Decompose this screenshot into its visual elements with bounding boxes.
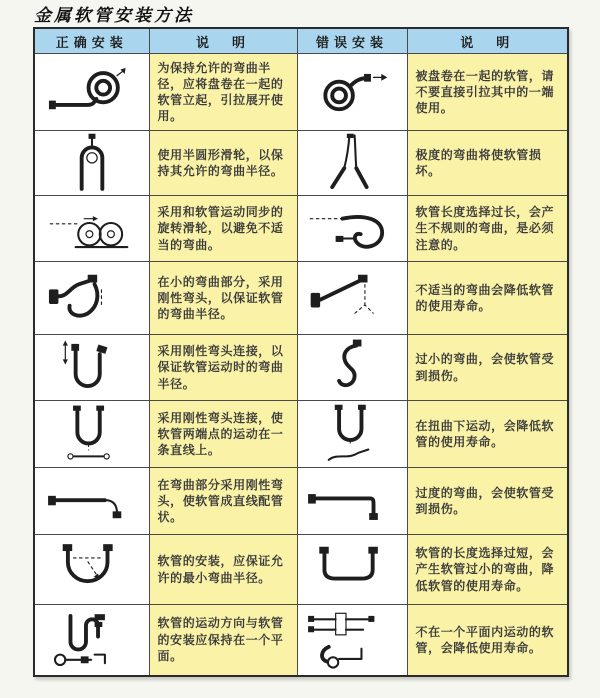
wrong-illustration-cell xyxy=(297,605,407,676)
min-bend-radius-icon xyxy=(44,539,140,601)
correct-description: 为保持允许的弯曲半径，应将盘卷在一起的软管立起，引拉展开使用。 xyxy=(149,54,297,131)
header-correct-install: 正确安装 xyxy=(34,28,149,54)
header-wrong-description: 说 明 xyxy=(407,28,568,54)
correct-illustration-cell xyxy=(34,262,149,335)
semicircular-pulley-icon xyxy=(44,132,140,194)
too-short-hose-icon xyxy=(304,539,400,601)
wrong-description: 被盘卷在一起的软管，请不要直接引拉其中的一端使用。 xyxy=(407,54,568,131)
wrong-illustration-cell xyxy=(297,54,407,131)
synchronized-rotating-pulleys-icon xyxy=(44,198,140,260)
wrong-description: 在扭曲下运动，会降低软管的使用寿命。 xyxy=(407,401,568,468)
wrong-illustration-cell xyxy=(297,196,407,262)
correct-description: 采用和软管运动同步的旋转滑轮，以避免不适当的弯曲。 xyxy=(149,196,297,262)
correct-description: 软管的安装，应保证允许的最小弯曲半径。 xyxy=(149,535,297,605)
out-of-plane-motion-icon xyxy=(304,609,400,671)
header-correct-description: 说 明 xyxy=(149,28,297,54)
table-row xyxy=(34,335,568,401)
correct-illustration-cell xyxy=(34,468,149,535)
correct-illustration-cell xyxy=(34,196,149,262)
correct-illustration-cell xyxy=(34,605,149,676)
wrong-description: 不适当的弯曲会降低软管的使用寿命。 xyxy=(407,262,568,335)
wrong-illustration-cell xyxy=(297,262,407,335)
table-row xyxy=(34,131,568,196)
coiled-hose-pulled-icon xyxy=(304,61,400,123)
wrong-illustration-cell xyxy=(297,468,407,535)
header-wrong-install: 错误安装 xyxy=(297,28,407,54)
correct-description: 采用刚性弯头连接，以保证软管运动时的弯曲半径。 xyxy=(149,335,297,401)
correct-illustration-cell xyxy=(34,54,149,131)
correct-description: 采用刚性弯头连接，使软管两端点的运动在一条直线上。 xyxy=(149,401,297,468)
wrong-description: 过度的弯曲，会使软管受到损伤。 xyxy=(407,468,568,535)
correct-illustration-cell xyxy=(34,401,149,468)
wrong-illustration-cell xyxy=(297,535,407,605)
wrong-description: 极度的弯曲将使软管损坏。 xyxy=(407,131,568,196)
wrong-description: 不在一个平面内运动的软管，会降低使用寿命。 xyxy=(407,605,568,676)
correct-illustration-cell xyxy=(34,535,149,605)
correct-illustration-cell xyxy=(34,335,149,401)
table-row xyxy=(34,605,568,676)
improper-bend-icon xyxy=(304,267,400,329)
straight-piping-elbow-icon xyxy=(44,470,140,532)
installation-methods-table xyxy=(33,27,569,677)
wrong-description: 软管长度选择过长，会产生不规则的弯曲，是必须注意的。 xyxy=(407,196,568,262)
table-row xyxy=(34,401,568,468)
rigid-elbow-small-bend-icon xyxy=(44,267,140,329)
page-title: 金属软管安装方法 xyxy=(34,6,194,26)
header-row xyxy=(34,28,568,54)
inline-endpoint-motion-icon xyxy=(44,403,140,465)
table-row xyxy=(34,54,568,131)
extreme-bend-icon xyxy=(304,132,400,194)
correct-description: 软管的运动方向与软管的安装应保持在一个平面。 xyxy=(149,605,297,676)
correct-description: 在小的弯曲部分，采用刚性弯头，以保证软管的弯曲半径。 xyxy=(149,262,297,335)
table-row xyxy=(34,468,568,535)
wrong-illustration-cell xyxy=(297,131,407,196)
twisted-motion-icon xyxy=(304,403,400,465)
too-small-bend-icon xyxy=(304,337,400,399)
wrong-illustration-cell xyxy=(297,335,407,401)
wrong-description: 过小的弯曲，会使软管受到损伤。 xyxy=(407,335,568,401)
table-row xyxy=(34,535,568,605)
correct-illustration-cell xyxy=(34,131,149,196)
table-row xyxy=(34,262,568,335)
excess-length-loop-icon xyxy=(304,198,400,260)
correct-description: 使用半圆形滑轮，以保持其允许的弯曲半径。 xyxy=(149,131,297,196)
coiled-hose-upright-icon xyxy=(44,61,140,123)
wrong-description: 软管的长度选择过短，会产生软管过小的弯曲，降低软管的使用寿命。 xyxy=(407,535,568,605)
rigid-elbow-connection-icon xyxy=(44,337,140,399)
table-row xyxy=(34,196,568,262)
correct-description: 在弯曲部分采用刚性弯头，使软管成直线配管状。 xyxy=(149,468,297,535)
wrong-illustration-cell xyxy=(297,401,407,468)
same-plane-motion-icon xyxy=(44,609,140,671)
excessive-bend-icon xyxy=(304,470,400,532)
